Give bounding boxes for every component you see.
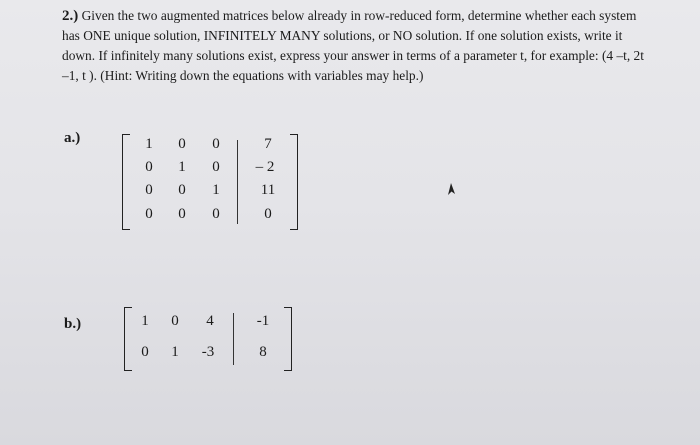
matrix-a-cell: 0 xyxy=(178,136,186,152)
matrix-b-cell: 1 xyxy=(171,344,179,360)
matrix-b-cell: 1 xyxy=(141,313,149,329)
matrix-b xyxy=(124,307,292,371)
matrix-a-cell: 0 xyxy=(212,206,220,222)
question-line-2: has ONE unique solution, INFINITELY MANY solutions, or NO solution. If one solution exists, write it xyxy=(62,28,623,43)
matrix-a-right-bracket xyxy=(290,134,298,230)
matrix-b-cell: -1 xyxy=(256,313,270,329)
matrix-a-cell: 0 xyxy=(145,159,153,175)
part-a-label: a.) xyxy=(64,130,81,146)
matrix-b-cell: -3 xyxy=(201,344,215,360)
matrix-a-augment-bar xyxy=(237,140,238,224)
question-number: 2.) xyxy=(62,8,79,24)
matrix-a xyxy=(122,134,298,230)
matrix-a-cell: 0 xyxy=(145,182,153,198)
question-text xyxy=(62,6,682,86)
matrix-a-cell: 0 xyxy=(264,206,272,222)
part-b-label: b.) xyxy=(64,316,82,332)
matrix-a-cell: 1 xyxy=(212,182,220,198)
question-line-1: 2.) Given the two augmented matrices below already in row-reduced form, determine whether each system xyxy=(62,8,637,24)
matrix-a-cell: 0 xyxy=(212,136,220,152)
matrix-a-cell: – 2 xyxy=(255,159,275,175)
question-line-4: –1, t ). (Hint: Writing down the equations with variables may help.) xyxy=(62,68,424,83)
matrix-b-cell: 0 xyxy=(171,313,179,329)
matrix-a-cell: 0 xyxy=(178,206,186,222)
matrix-a-cell: 0 xyxy=(145,206,153,222)
matrix-a-cell: 0 xyxy=(212,159,220,175)
matrix-b-cell: 8 xyxy=(259,344,267,360)
matrix-b-cell: 0 xyxy=(141,344,149,360)
matrix-b-right-bracket xyxy=(284,307,292,371)
pointer-arrow-icon xyxy=(442,182,456,196)
matrix-a-cell: 1 xyxy=(145,136,153,152)
matrix-a-cell: 7 xyxy=(264,136,272,152)
matrix-b-augment-bar xyxy=(233,313,234,365)
matrix-a-cell: 1 xyxy=(178,159,186,175)
matrix-a-cell: 11 xyxy=(260,182,276,198)
question-line-3: down. If infinitely many solutions exist, express your answer in terms of a parameter t, for example: (4 –t, 2t xyxy=(62,48,644,63)
matrix-b-cell: 4 xyxy=(206,313,214,329)
matrix-a-left-bracket xyxy=(122,134,130,230)
matrix-a-cell: 0 xyxy=(178,182,186,198)
